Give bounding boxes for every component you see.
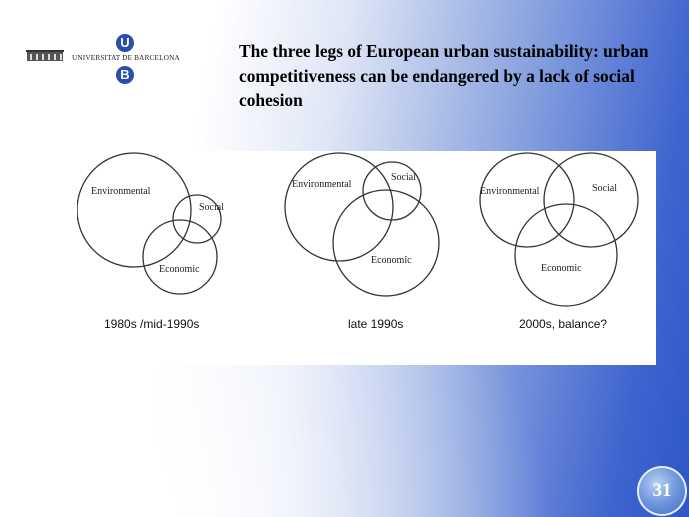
diagram-3-economic-circle [515,204,617,306]
diagram-1-economic-label: Economic [159,264,200,275]
logo-letter-u: U [116,34,134,52]
university-logo [26,32,191,88]
university-name: UNIVERSITAT DE BARCELONA [72,54,180,62]
diagram-2-economic-circle [333,190,439,296]
diagram-3-environmental-label: Environmental [480,186,540,197]
diagram-1-caption: 1980s /mid-1990s [104,317,200,331]
venn-figure [77,151,656,365]
diagram-3-social-label: Social [592,183,617,194]
diagram-3-social-circle [544,153,638,247]
diagram-2-economic-label: Economic [371,255,412,266]
diagram-1-environmental-label: Environmental [91,186,151,197]
diagram-2-environmental-circle [285,153,393,261]
diagram-2-social-circle [363,162,421,220]
page-number-badge: 31 [637,466,687,516]
diagram-3-environmental-circle [480,153,574,247]
diagram-1-economic-circle [143,220,217,294]
logo-letter-b: B [116,66,134,84]
venn-diagrams-svg [77,151,656,365]
diagram-2-environmental-label: Environmental [292,179,352,190]
diagram-3-economic-label: Economic [541,263,582,274]
diagram-1-social-label: Social [199,202,224,213]
building-icon [26,48,64,62]
diagram-2-social-label: Social [391,172,416,183]
slide-title: The three legs of European urban sustainability: urban competitiveness can be endangered by a lack of social cohesion [239,41,649,110]
diagram-2-caption: late 1990s [348,317,404,331]
diagram-3-caption: 2000s, balance? [519,317,608,331]
diagram-1-environmental-circle [77,153,191,267]
